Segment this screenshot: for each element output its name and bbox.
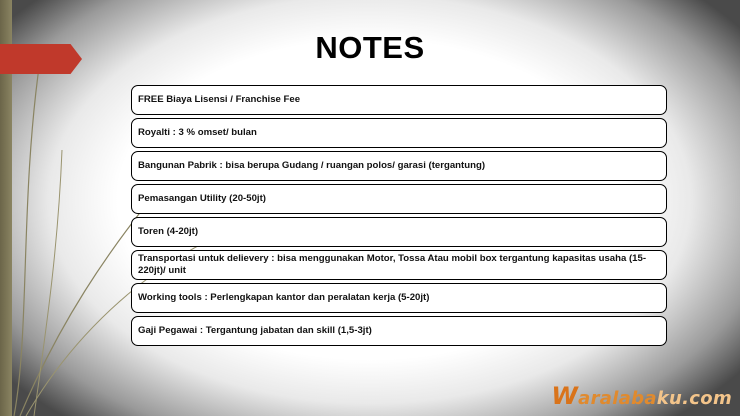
watermark-initial: W [551,382,579,410]
note-item: Pemasangan Utility (20-50jt) [131,184,667,214]
watermark-middle: aralaba [578,388,657,409]
note-item: Transportasi untuk delievery : bisa menggunakan Motor, Tossa Atau mobil box tergantung kapasitas usaha (15-220jt)/ unit [131,250,667,280]
note-item: Toren (4-20jt) [131,217,667,247]
notes-list [131,85,667,346]
note-item: Bangunan Pabrik : bisa berupa Gudang / ruangan polos/ garasi (tergantung) [131,151,667,181]
watermark-suffix: ku.com [656,388,732,409]
note-item: Gaji Pegawai : Tergantung jabatan dan skill (1,5-3jt) [131,316,667,346]
note-item: FREE Biaya Lisensi / Franchise Fee [131,85,667,115]
watermark-logo [551,382,732,410]
note-item: Working tools : Perlengkapan kantor dan peralatan kerja (5-20jt) [131,283,667,313]
note-item: Royalti : 3 % omset/ bulan [131,118,667,148]
slide-title: NOTES [315,30,425,65]
